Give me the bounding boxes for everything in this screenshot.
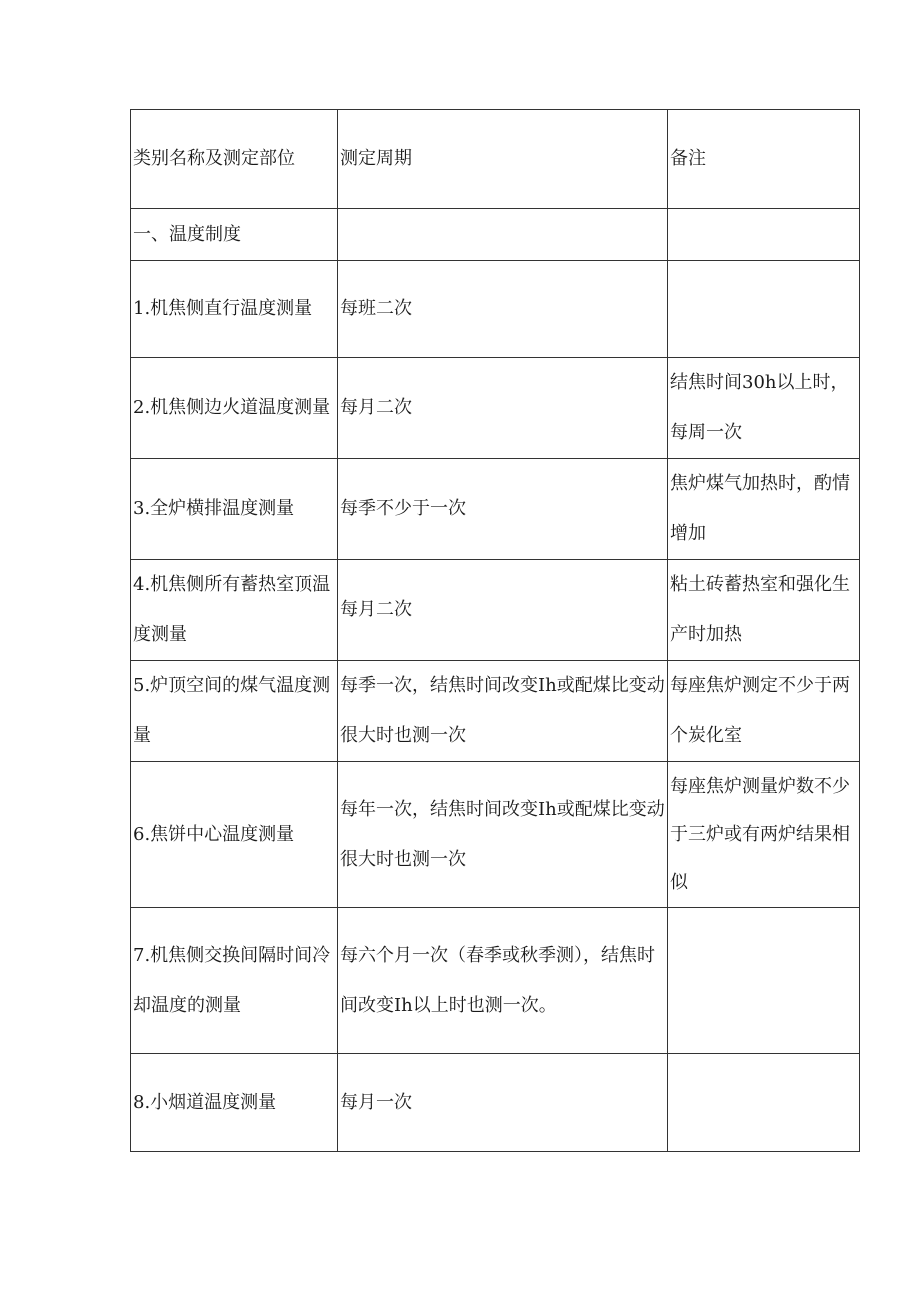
row-category: 1.机焦侧直行温度测量 [131,261,338,358]
row-period: 每六个月一次（春季或秋季测），结焦时间改变Ih以上时也测一次。 [338,908,668,1054]
row-period [338,209,668,261]
row-period: 每季不少于一次 [338,459,668,560]
row-category: 4.机焦侧所有蓄热室顶温度测量 [131,560,338,661]
row-period: 每月二次 [338,560,668,661]
row-category: 一、温度制度 [131,209,338,261]
row-period: 每月二次 [338,358,668,459]
table-row [131,209,860,261]
row-category: 7.机焦侧交换间隔时间冷却温度的测量 [131,908,338,1054]
header-category: 类别名称及测定部位 [131,110,338,209]
row-category: 2.机焦侧边火道温度测量 [131,358,338,459]
header-period: 测定周期 [338,110,668,209]
row-remarks: 每座焦炉测定不少于两个炭化室 [668,661,860,762]
row-category: 6.焦饼中心温度测量 [131,762,338,908]
row-category: 8.小烟道温度测量 [131,1054,338,1152]
table-row [131,1054,860,1152]
row-remarks: 焦炉煤气加热时，酌情增加 [668,459,860,560]
row-remarks: 结焦时间30h以上时，每周一次 [668,358,860,459]
row-remarks [668,261,860,358]
row-remarks: 每座焦炉测量炉数不少于三炉或有两炉结果相似 [668,762,860,908]
row-period: 每年一次，结焦时间改变Ih或配煤比变动很大时也测一次 [338,762,668,908]
table-row [131,459,860,560]
table-row [131,908,860,1054]
row-remarks [668,908,860,1054]
row-period: 每月一次 [338,1054,668,1152]
table-header-row [131,110,860,209]
measurement-schedule-table [130,109,860,1152]
table-row [131,261,860,358]
table-row [131,762,860,908]
row-category: 5.炉顶空间的煤气温度测量 [131,661,338,762]
table-row [131,661,860,762]
row-category: 3.全炉横排温度测量 [131,459,338,560]
header-remarks: 备注 [668,110,860,209]
table-row [131,358,860,459]
row-remarks [668,1054,860,1152]
row-remarks: 粘土砖蓄热室和强化生产时加热 [668,560,860,661]
row-period: 每季一次，结焦时间改变Ih或配煤比变动很大时也测一次 [338,661,668,762]
table-row [131,560,860,661]
row-remarks [668,209,860,261]
row-period: 每班二次 [338,261,668,358]
